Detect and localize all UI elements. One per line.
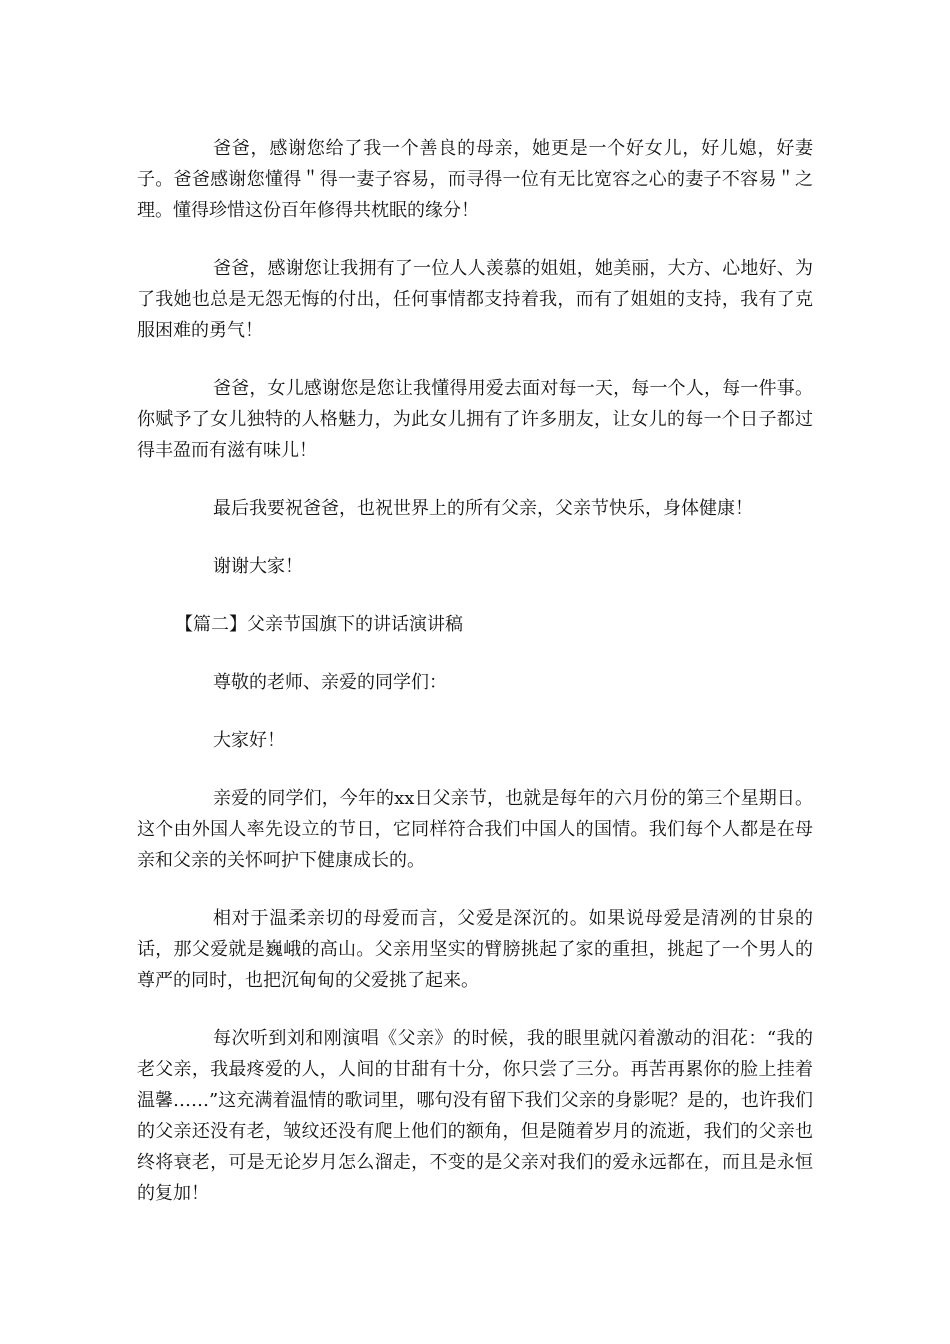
paragraph: 亲爱的同学们，今年的xx日父亲节，也就是每年的六月份的第三个星期日。这个由外国人率先设立的节日，它同样符合我们中国人的国情。我们每个人都是在母亲和父亲的关怀呵护下健康成长的。 [137, 788, 813, 871]
section-heading: 【篇二】父亲节国旗下的讲话演讲稿 [175, 614, 463, 635]
paragraph: 爸爸，感谢您给了我一个善良的母亲，她更是一个好女儿，好儿媳，好妻子。爸爸感谢您懂得＂得一妻子容易，而寻得一位有无比宽容之心的妻子不容易＂之理。懂得珍惜这份百年修得共枕眠的缘分！ [137, 138, 813, 221]
paragraph: 爸爸，女儿感谢您是您让我懂得用爱去面对每一天，每一个人，每一件事。你赋予了女儿独特的人格魅力，为此女儿拥有了许多朋友，让女儿的每一个日子都过得丰盈而有滋有味儿！ [137, 378, 813, 461]
greeting: 大家好！ [213, 730, 285, 751]
paragraph: 每次听到刘和刚演唱《父亲》的时候，我的眼里就闪着激动的泪花：“我的老父亲，我最疼爱的人，人间的甘甜有十分，你只尝了三分。再苦再累你的脸上挂着温馨……”这充满着温情的歌词里，哪句没有留下我们父亲的身影呢？是的，也许我们的父亲还没有老，皱纹还没有爬上他们的额角，但是随着岁月的流逝，我们的父亲也终将衰老，可是无论岁月怎么溜走，不变的是父亲对我们的爱永远都在，而且是永恒的复加！ [137, 1028, 813, 1204]
document-body [137, 133, 813, 1209]
salutation: 尊敬的老师、亲爱的同学们： [213, 672, 447, 693]
paragraph: 爸爸，感谢您让我拥有了一位人人羡慕的姐姐，她美丽，大方、心地好、为了我她也总是无怨无悔的付出，任何事情都支持着我，而有了姐姐的支持，我有了克服困难的勇气！ [137, 258, 813, 341]
paragraph: 相对于温柔亲切的母爱而言，父爱是深沉的。如果说母爱是清冽的甘泉的话，那父爱就是巍峨的高山。父亲用坚实的臂膀挑起了家的重担，挑起了一个男人的尊严的同时，也把沉甸甸的父爱挑了起来。 [137, 908, 813, 991]
paragraph: 最后我要祝爸爸，也祝世界上的所有父亲，父亲节快乐，身体健康！ [213, 498, 753, 519]
paragraph: 谢谢大家！ [213, 556, 303, 577]
